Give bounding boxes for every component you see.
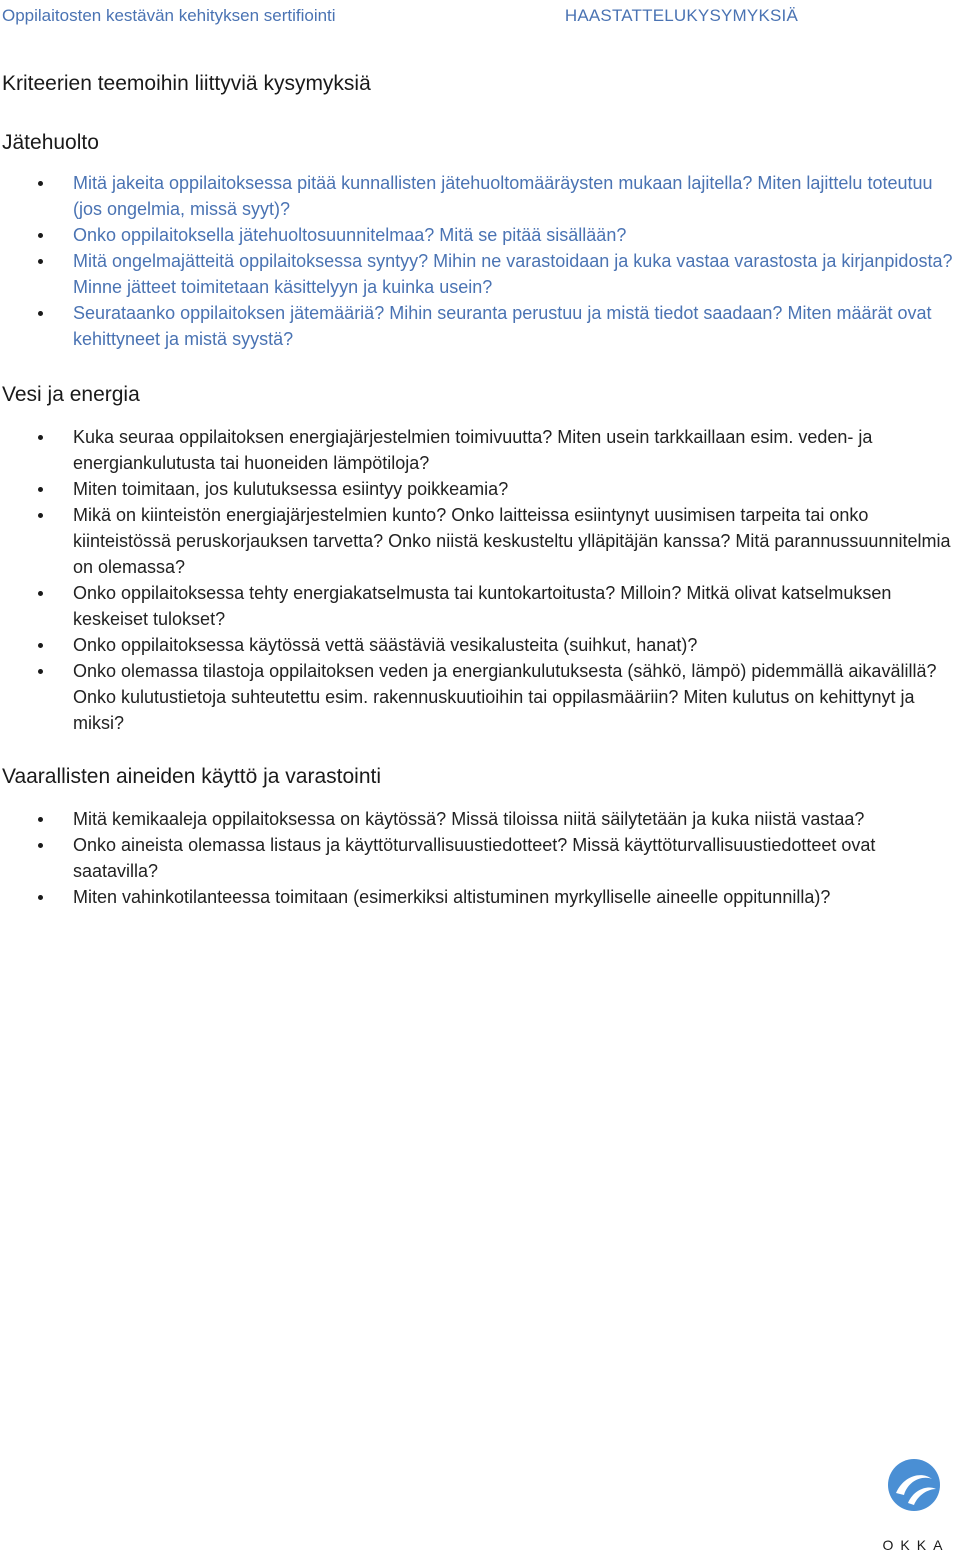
question-list [2,170,960,352]
list-item: Kuka seuraa oppilaitoksen energiajärjestelmien toimivuutta? Miten usein tarkkaillaan esim. veden- ja energiankulutusta tai huoneiden lämpötiloja? [2,424,960,476]
bullet-icon [38,435,43,440]
list-item: Onko oppilaitoksessa käytössä vettä säästäviä vesikalusteita (suihkut, hanat)? [2,632,960,658]
list-item: Miten toimitaan, jos kulutuksessa esiintyy poikkeamia? [2,476,960,502]
list-item: Onko olemassa tilastoja oppilaitoksen veden ja energiankulutuksesta (sähkö, lämpö) pidemmällä aikavälillä? Onko kulutustietoja suhteutettu esim. rakennuskuutioihin tai oppilasmääriin? Miten kulutus on kehittynyt ja miksi? [2,658,960,736]
okka-logo-icon [874,1445,954,1525]
header-left-title: Oppilaitosten kestävän kehityksen sertifiointi [2,6,336,25]
bullet-icon [38,817,43,822]
list-item: Onko oppilaitoksessa tehty energiakatselmusta tai kuntokartoitusta? Milloin? Mitkä olivat katselmuksen keskeiset tulokset? [2,580,960,632]
section-heading: Vaarallisten aineiden käyttö ja varastointi [2,765,381,788]
bullet-icon [38,259,43,264]
section-heading: Jätehuolto [2,131,99,154]
bullet-icon [38,591,43,596]
section-water-energy [2,380,960,736]
bullet-icon [38,513,43,518]
page-header [2,2,798,30]
bullet-icon [38,843,43,848]
section-hazardous-substances [2,762,960,910]
list-item: Onko oppilaitoksella jätehuoltosuunnitelmaa? Mitä se pitää sisällään? [2,222,960,248]
bullet-icon [38,181,43,186]
section-heading: Vesi ja energia [2,383,140,406]
bullet-icon [38,311,43,316]
list-item: Mikä on kiinteistön energiajärjestelmien kunto? Onko laitteissa esiintynyt uusimisen tarpeita tai onko kiinteistössä peruskorjauksen tarvetta? Onko niistä keskusteltu ylläpitäjän kanssa? Mitä parannussuunnitelmia on olemassa? [2,502,960,580]
list-item: Mitä jakeita oppilaitoksessa pitää kunnallisten jätehuoltomääräysten mukaan lajitella? Miten lajittelu toteutuu (jos ongelmia, missä syyt)? [2,170,960,222]
list-item: Seurataanko oppilaitoksen jätemääriä? Mihin seuranta perustuu ja mistä tiedot saadaan? Miten määrät ovat kehittyneet ja mistä syystä? [2,300,960,352]
question-list [2,806,960,910]
list-item: Mitä kemikaaleja oppilaitoksessa on käytössä? Missä tiloissa niitä säilytetään ja kuka niistä vastaa? [2,806,960,832]
list-item: Miten vahinkotilanteessa toimitaan (esimerkiksi altistuminen myrkylliselle aineelle oppitunnilla)? [2,884,960,910]
bullet-icon [38,643,43,648]
bullet-icon [38,487,43,492]
list-item: Onko aineista olemassa listaus ja käyttöturvallisuustiedotteet? Missä käyttöturvallisuustiedotteet ovat saatavilla? [2,832,960,884]
list-item: Mitä ongelmajätteitä oppilaitoksessa syntyy? Mihin ne varastoidaan ja kuka vastaa varastosta ja kirjanpidosta? Minne jätteet toimitetaan käsittelyyn ja kuinka usein? [2,248,960,300]
section-waste [2,128,960,352]
bullet-icon [38,669,43,674]
logo-text: OKKA [882,1537,950,1553]
bullet-icon [38,233,43,238]
bullet-icon [38,895,43,900]
page-title: Kriteerien teemoihin liittyviä kysymyksiä [2,72,371,95]
header-right-title: HAASTATTELUKYSYMYKSIÄ [564,6,798,25]
question-list [2,424,960,736]
